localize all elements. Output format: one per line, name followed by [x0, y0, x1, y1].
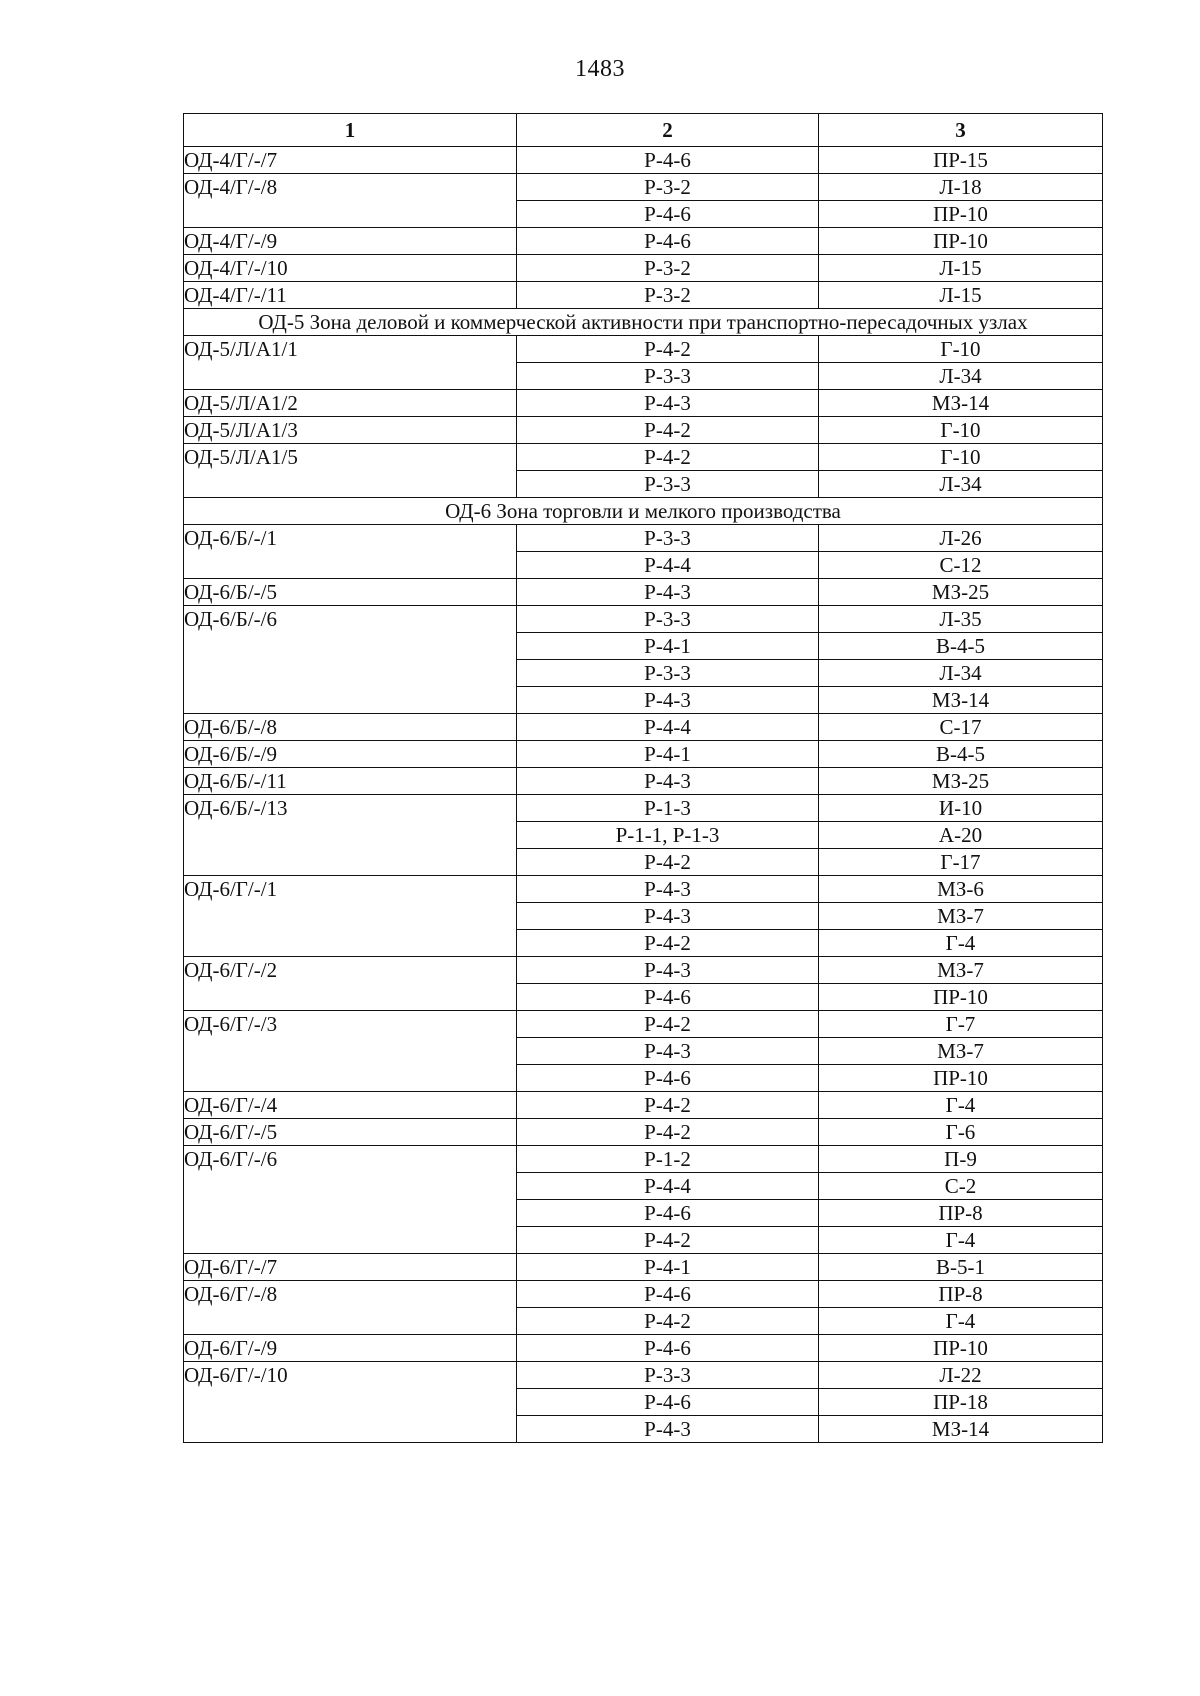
regulation-code-cell: Р-4-6 [517, 1281, 819, 1308]
table-row [184, 228, 1103, 255]
reference-code-cell: ПР-10 [819, 984, 1103, 1011]
regulation-code-cell: Р-4-2 [517, 1092, 819, 1119]
table-header-row [184, 114, 1103, 147]
column-header-3: 3 [819, 114, 1103, 147]
regulation-code-cell: Р-4-4 [517, 552, 819, 579]
regulation-code-cell: Р-4-3 [517, 390, 819, 417]
regulation-code-cell: Р-4-3 [517, 1038, 819, 1065]
regulation-code-cell: Р-4-6 [517, 147, 819, 174]
table-row [184, 579, 1103, 606]
zone-code-cell: ОД-6/Г/-/3 [184, 1011, 517, 1092]
regulation-code-cell: Р-4-6 [517, 201, 819, 228]
regulation-code-cell: Р-1-1, Р-1-3 [517, 822, 819, 849]
reference-code-cell: В-5-1 [819, 1254, 1103, 1281]
regulation-code-cell: Р-4-3 [517, 579, 819, 606]
regulation-code-cell: Р-4-6 [517, 1389, 819, 1416]
zone-code-cell: ОД-4/Г/-/8 [184, 174, 517, 228]
regulation-code-cell: Р-4-2 [517, 336, 819, 363]
zone-code-cell: ОД-5/Л/А1/5 [184, 444, 517, 498]
reference-code-cell: Г-4 [819, 1308, 1103, 1335]
regulation-code-cell: Р-3-3 [517, 606, 819, 633]
column-header-1: 1 [184, 114, 517, 147]
reference-code-cell: Л-34 [819, 471, 1103, 498]
regulation-code-cell: Р-4-3 [517, 957, 819, 984]
reference-code-cell: Л-15 [819, 255, 1103, 282]
zone-code-cell: ОД-6/Б/-/6 [184, 606, 517, 714]
regulation-code-cell: Р-3-3 [517, 471, 819, 498]
regulation-code-cell: Р-4-6 [517, 1335, 819, 1362]
zone-code-cell: ОД-6/Г/-/9 [184, 1335, 517, 1362]
regulation-code-cell: Р-3-3 [517, 1362, 819, 1389]
table-row [184, 444, 1103, 471]
regulation-code-cell: Р-4-2 [517, 930, 819, 957]
table-row [184, 1254, 1103, 1281]
reference-code-cell: Л-34 [819, 660, 1103, 687]
reference-code-cell: Л-18 [819, 174, 1103, 201]
table-row [184, 282, 1103, 309]
reference-code-cell: В-4-5 [819, 741, 1103, 768]
zone-code-cell: ОД-6/Б/-/11 [184, 768, 517, 795]
reference-code-cell: С-2 [819, 1173, 1103, 1200]
zone-code-cell: ОД-6/Б/-/9 [184, 741, 517, 768]
reference-code-cell: Л-35 [819, 606, 1103, 633]
reference-code-cell: Г-17 [819, 849, 1103, 876]
zone-code-cell: ОД-4/Г/-/11 [184, 282, 517, 309]
regulation-code-cell: Р-3-3 [517, 525, 819, 552]
table-row [184, 336, 1103, 363]
reference-code-cell: МЗ-25 [819, 768, 1103, 795]
reference-code-cell: ПР-10 [819, 228, 1103, 255]
table-row [184, 147, 1103, 174]
reference-code-cell: ПР-10 [819, 1335, 1103, 1362]
section-title: ОД-6 Зона торговли и мелкого производства [184, 498, 1103, 525]
regulation-code-cell: Р-4-6 [517, 1065, 819, 1092]
zone-code-cell: ОД-4/Г/-/9 [184, 228, 517, 255]
table-row [184, 957, 1103, 984]
zone-code-cell: ОД-6/Б/-/5 [184, 579, 517, 606]
reference-code-cell: МЗ-7 [819, 903, 1103, 930]
zone-code-cell: ОД-6/Г/-/2 [184, 957, 517, 1011]
table-row [184, 1119, 1103, 1146]
zone-code-cell: ОД-6/Г/-/5 [184, 1119, 517, 1146]
reference-code-cell: МЗ-14 [819, 687, 1103, 714]
reference-code-cell: Г-7 [819, 1011, 1103, 1038]
reference-code-cell: МЗ-7 [819, 957, 1103, 984]
reference-code-cell: Г-6 [819, 1119, 1103, 1146]
regulation-code-cell: Р-3-2 [517, 255, 819, 282]
zone-code-cell: ОД-6/Г/-/8 [184, 1281, 517, 1335]
table-row [184, 525, 1103, 552]
regulation-code-cell: Р-4-6 [517, 1200, 819, 1227]
column-header-2: 2 [517, 114, 819, 147]
regulation-code-cell: Р-4-3 [517, 768, 819, 795]
zone-code-cell: ОД-6/Г/-/6 [184, 1146, 517, 1254]
table-row [184, 795, 1103, 822]
regulation-code-cell: Р-4-4 [517, 714, 819, 741]
reference-code-cell: ПР-18 [819, 1389, 1103, 1416]
section-row [184, 498, 1103, 525]
zone-code-cell: ОД-5/Л/А1/1 [184, 336, 517, 390]
section-title: ОД-5 Зона деловой и коммерческой активности при транспортно-пересадочных узлах [184, 309, 1103, 336]
regulation-code-cell: Р-4-1 [517, 741, 819, 768]
reference-code-cell: ПР-15 [819, 147, 1103, 174]
zone-code-cell: ОД-5/Л/А1/2 [184, 390, 517, 417]
zone-code-cell: ОД-6/Б/-/8 [184, 714, 517, 741]
regulation-code-cell: Р-4-2 [517, 444, 819, 471]
table-body [184, 147, 1103, 1443]
table-row [184, 1092, 1103, 1119]
regulation-code-cell: Р-4-2 [517, 1119, 819, 1146]
zoning-table [183, 113, 1103, 1443]
reference-code-cell: Л-15 [819, 282, 1103, 309]
table-row [184, 714, 1103, 741]
table-row [184, 255, 1103, 282]
zone-code-cell: ОД-6/Г/-/7 [184, 1254, 517, 1281]
zone-code-cell: ОД-6/Б/-/1 [184, 525, 517, 579]
regulation-code-cell: Р-4-2 [517, 417, 819, 444]
zone-code-cell: ОД-6/Г/-/10 [184, 1362, 517, 1443]
regulation-code-cell: Р-4-2 [517, 1011, 819, 1038]
reference-code-cell: МЗ-7 [819, 1038, 1103, 1065]
table-row [184, 606, 1103, 633]
regulation-code-cell: Р-4-2 [517, 849, 819, 876]
table-row [184, 390, 1103, 417]
regulation-code-cell: Р-4-3 [517, 876, 819, 903]
regulation-code-cell: Р-3-3 [517, 660, 819, 687]
table-row [184, 876, 1103, 903]
reference-code-cell: ПР-8 [819, 1200, 1103, 1227]
reference-code-cell: Г-10 [819, 336, 1103, 363]
zone-code-cell: ОД-5/Л/А1/3 [184, 417, 517, 444]
regulation-code-cell: Р-4-6 [517, 228, 819, 255]
regulation-code-cell: Р-4-2 [517, 1308, 819, 1335]
regulation-code-cell: Р-3-2 [517, 282, 819, 309]
reference-code-cell: ПР-10 [819, 1065, 1103, 1092]
reference-code-cell: ПР-8 [819, 1281, 1103, 1308]
regulation-code-cell: Р-4-3 [517, 903, 819, 930]
table-row [184, 1011, 1103, 1038]
reference-code-cell: С-17 [819, 714, 1103, 741]
reference-code-cell: МЗ-14 [819, 390, 1103, 417]
regulation-code-cell: Р-3-2 [517, 174, 819, 201]
table-row [184, 1362, 1103, 1389]
reference-code-cell: С-12 [819, 552, 1103, 579]
reference-code-cell: Г-10 [819, 417, 1103, 444]
reference-code-cell: ПР-10 [819, 201, 1103, 228]
reference-code-cell: И-10 [819, 795, 1103, 822]
reference-code-cell: А-20 [819, 822, 1103, 849]
reference-code-cell: Л-34 [819, 363, 1103, 390]
table-row [184, 1335, 1103, 1362]
regulation-code-cell: Р-4-4 [517, 1173, 819, 1200]
regulation-code-cell: Р-1-2 [517, 1146, 819, 1173]
reference-code-cell: Г-4 [819, 1092, 1103, 1119]
reference-code-cell: МЗ-6 [819, 876, 1103, 903]
zone-code-cell: ОД-6/Г/-/1 [184, 876, 517, 957]
reference-code-cell: Л-26 [819, 525, 1103, 552]
regulation-code-cell: Р-4-3 [517, 687, 819, 714]
reference-code-cell: Г-10 [819, 444, 1103, 471]
zone-code-cell: ОД-4/Г/-/7 [184, 147, 517, 174]
regulation-code-cell: Р-4-3 [517, 1416, 819, 1443]
reference-code-cell: В-4-5 [819, 633, 1103, 660]
regulation-code-cell: Р-4-2 [517, 1227, 819, 1254]
zone-code-cell: ОД-6/Б/-/13 [184, 795, 517, 876]
regulation-code-cell: Р-4-1 [517, 1254, 819, 1281]
reference-code-cell: Г-4 [819, 930, 1103, 957]
reference-code-cell: МЗ-14 [819, 1416, 1103, 1443]
zone-code-cell: ОД-6/Г/-/4 [184, 1092, 517, 1119]
table-row [184, 1146, 1103, 1173]
reference-code-cell: МЗ-25 [819, 579, 1103, 606]
regulation-code-cell: Р-3-3 [517, 363, 819, 390]
table-row [184, 417, 1103, 444]
regulation-code-cell: Р-4-1 [517, 633, 819, 660]
table-row [184, 1281, 1103, 1308]
page-number: 1483 [575, 56, 625, 82]
zone-code-cell: ОД-4/Г/-/10 [184, 255, 517, 282]
table-row [184, 741, 1103, 768]
reference-code-cell: Л-22 [819, 1362, 1103, 1389]
section-row [184, 309, 1103, 336]
table-row [184, 174, 1103, 201]
regulation-code-cell: Р-4-6 [517, 984, 819, 1011]
table-row [184, 768, 1103, 795]
reference-code-cell: П-9 [819, 1146, 1103, 1173]
regulation-code-cell: Р-1-3 [517, 795, 819, 822]
reference-code-cell: Г-4 [819, 1227, 1103, 1254]
